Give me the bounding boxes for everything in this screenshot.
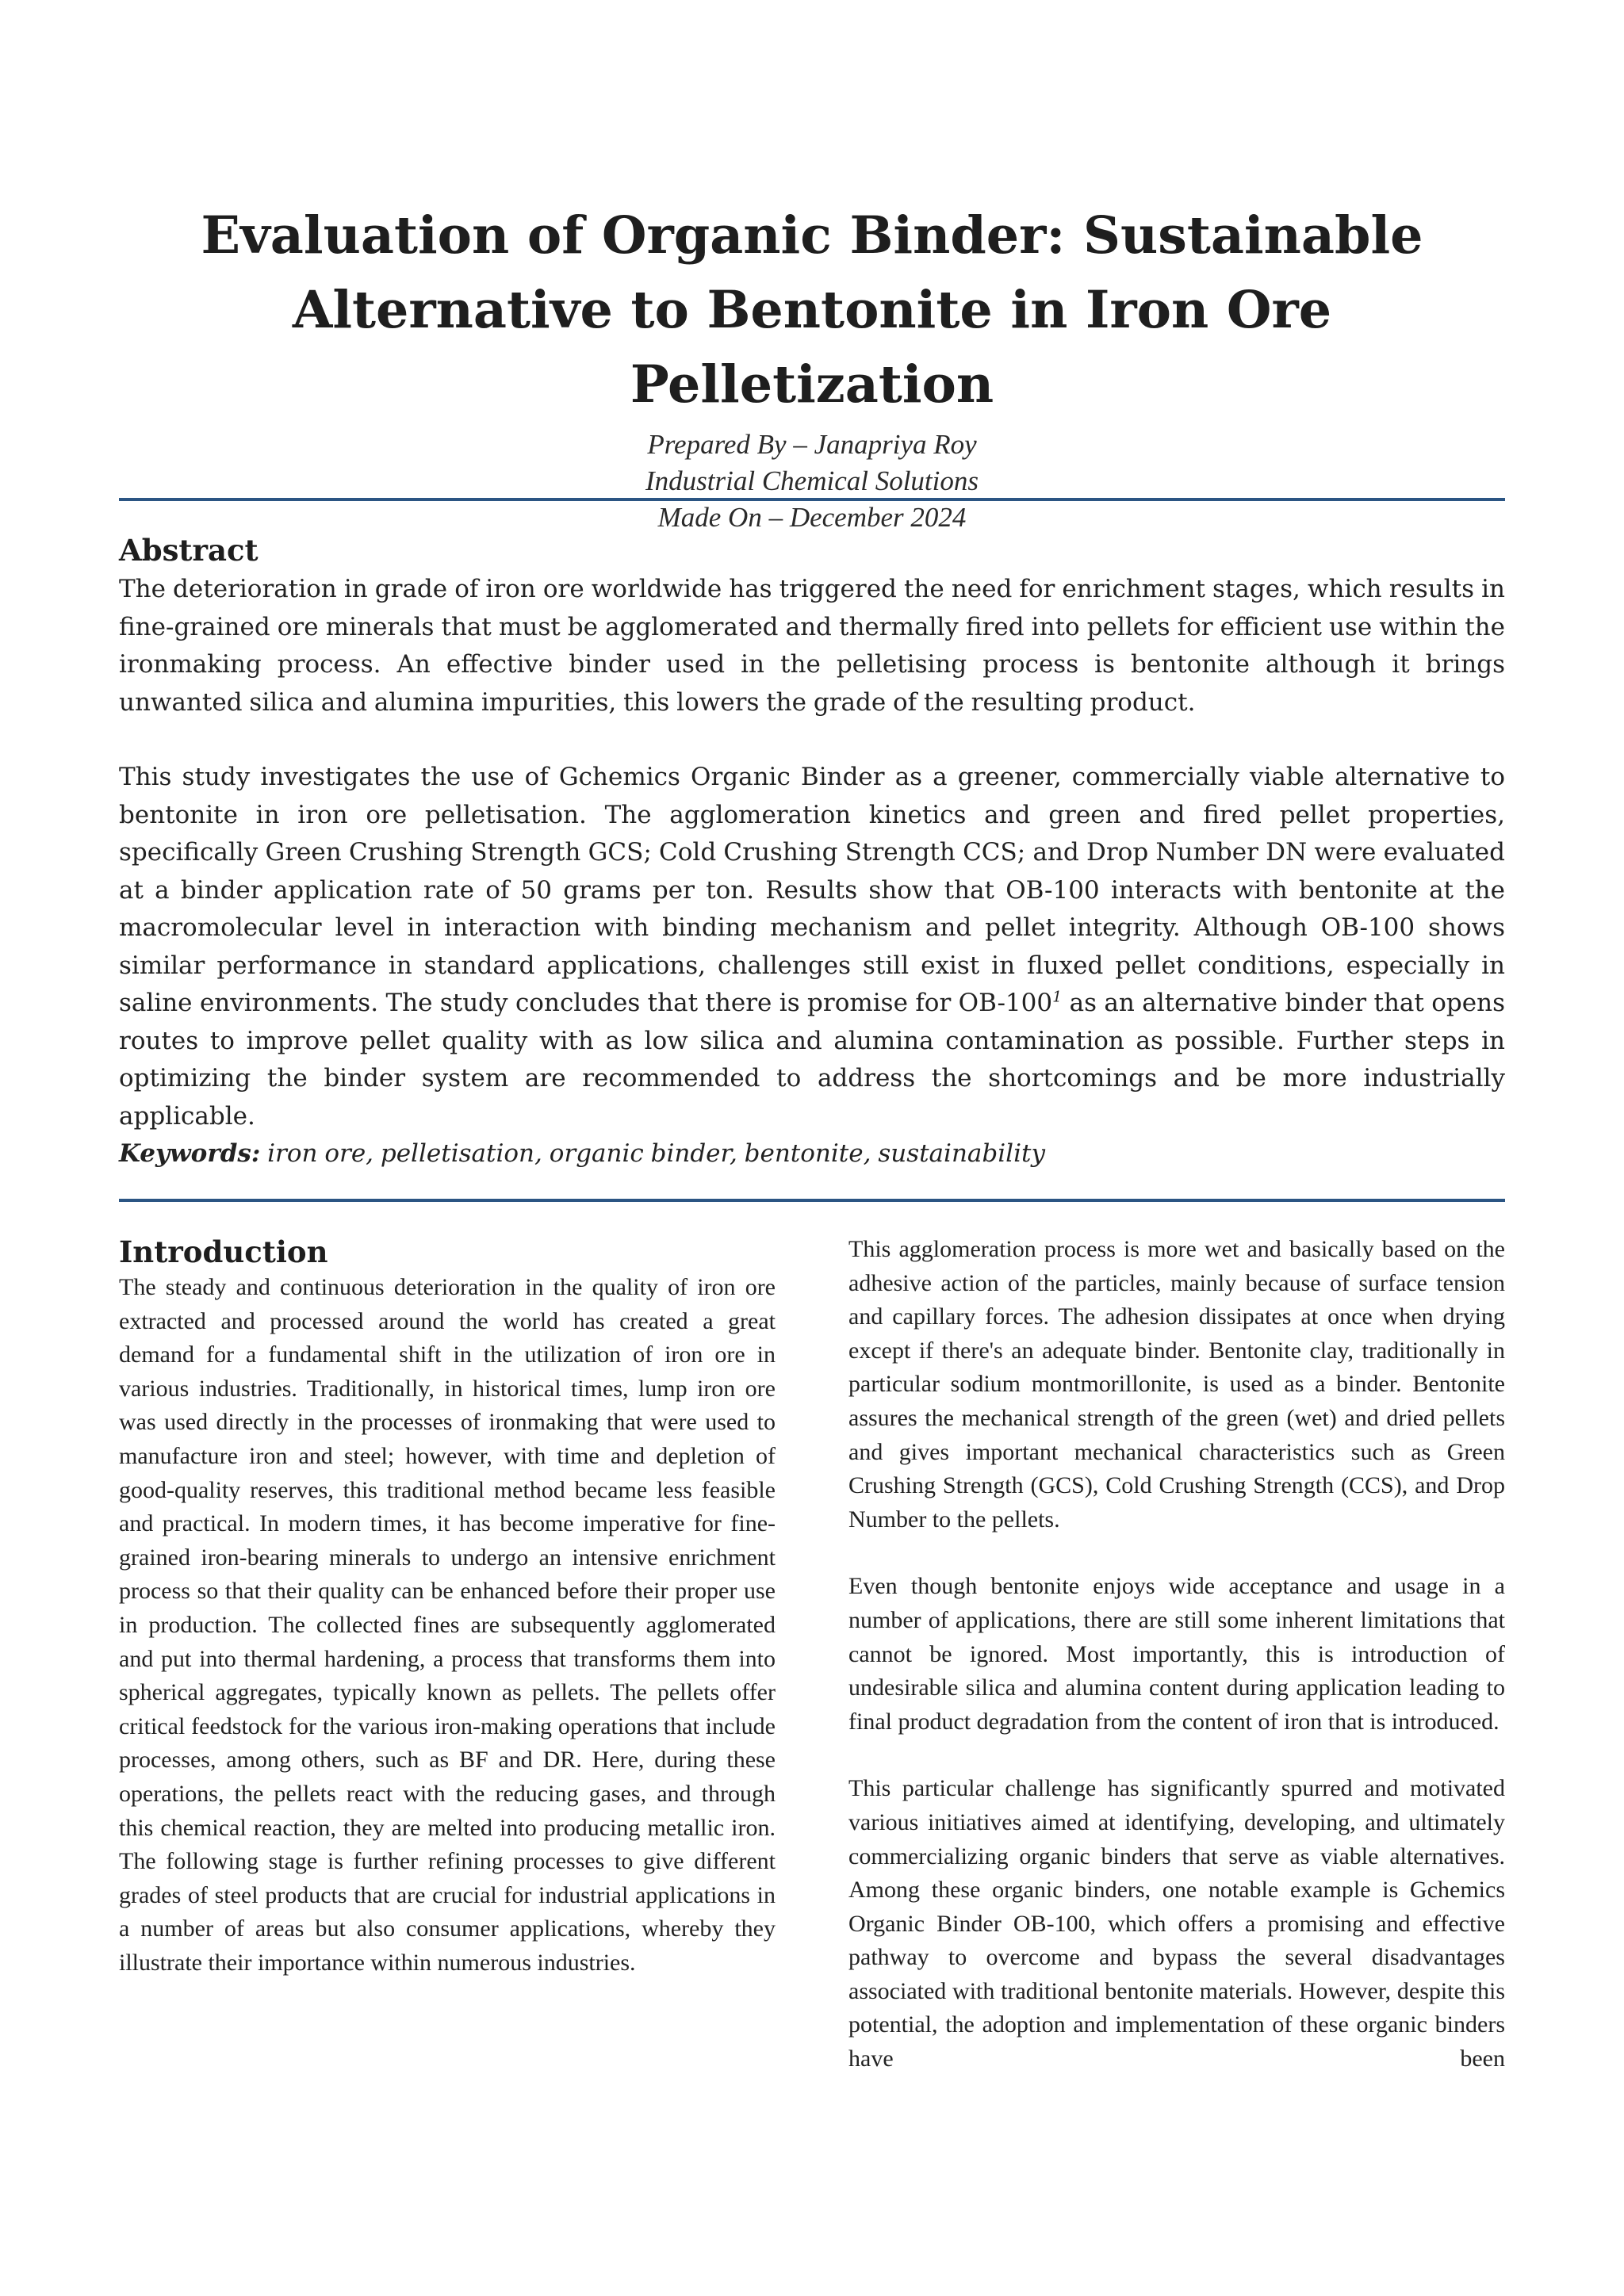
abstract-paragraph-2-part-1: This study investigates the use of Gchemics Organic Binder as a greener, commercially viable alternative to bentonite in iron ore pelletisation. The agglomeration kinetics and green and fired pellet properties, specifically Green Crushing Strength GCS; Cold Crushing Strength CCS; and Drop Number DN were evaluated at a binder application rate of 50 grams per ton. Results show that OB-100 interacts with bentonite at the macromolecular level in interaction with binding mechanism and pellet integrity. Although OB-100 shows similar performance in standard applications, challenges still exist in fluxed pellet conditions, especially in saline environments. The study concludes that there is promise for OB-100 xyxy=(119,763,1505,1017)
abstract-heading: Abstract xyxy=(119,533,259,568)
divider-top xyxy=(119,498,1505,501)
abstract-section xyxy=(119,531,1505,1173)
introduction-paragraph-right-2: Even though bentonite enjoys wide acceptance and usage in a number of applications, there are still some inherent limitations that cannot be ignored. Most importantly, this is introduction of undesirable silica and alumina content during application leading to final product degradation from the content of iron that is introduced. xyxy=(848,1573,1505,1735)
divider-bottom xyxy=(119,1199,1505,1202)
introduction-left-column xyxy=(119,1233,776,1980)
title-block xyxy=(119,198,1505,536)
abstract-paragraph-2-part-2: as an alternative binder that opens routes to improve pellet quality with as low silica and alumina contamination as possible. Further steps in optimizing the binder system are recommended to address the shortcomings and be more industrially applicable. xyxy=(119,989,1506,1131)
footnote-marker[interactable]: 1 xyxy=(1052,988,1063,1006)
keywords-label: Keywords: xyxy=(119,1139,261,1168)
abstract-paragraph-1: The deterioration in grade of iron ore worldwide has triggered the need for enrichment stages, which results in fine-grained ore minerals that must be agglomerated and thermally fired into pellets for efficient use within the ironmaking process. An effective binder used in the pelletising process is bentonite although it brings unwanted silica and alumina impurities, this lowers the grade of the resulting product. xyxy=(119,575,1505,717)
document-title xyxy=(119,198,1505,422)
introduction-heading: Introduction xyxy=(119,1234,328,1269)
introduction-paragraph-left: The steady and continuous deterioration in the quality of iron ore extracted and processed around the world has created a great demand for a fundamental shift in the utilization of iron ore in various industries. Traditionally, in historical times, lump iron ore was used directly in the processes of ironmaking that were used to manufacture iron and steel; however, with time and depletion of good-quality reserves, this traditional method became less feasible and practical. In modern times, it has become imperative for fine-grained iron-bearing minerals to undergo an intensive enrichment process so that their quality can be enhanced before their proper use in production. The collected fines are subsequently agglomerated and put into thermal hardening, a process that transforms them into spherical aggregates, typically known as pellets. The pellets offer critical feedstock for the various iron-making operations that include processes, among others, such as BF and DR. Here, during these operations, the pellets react with the reducing gases, and through this chemical reaction, they are melted into producing metallic iron. The following stage is further refining processes to give different grades of steel products that are crucial for industrial applications in a number of areas but also consumer applications, whereby they illustrate their importance within numerous industries. xyxy=(119,1274,776,1976)
introduction-paragraph-right-3: This particular challenge has significantly spurred and motivated various initiatives aimed at identifying, developing, and ultimately commercializing organic binders that serve as viable alternatives. Among these organic binders, one notable example is Gchemics Organic Binder OB-100, which offers a promising and effective pathway to overcome and bypass the several disadvantages associated with traditional bentonite materials. However, despite this potential, the adoption and implementation of these organic binders have been xyxy=(848,1775,1505,2072)
prepared-by: Prepared By – Janapriya Roy xyxy=(647,429,977,460)
made-on-date: Made On – December 2024 xyxy=(657,502,967,533)
organization: Industrial Chemical Solutions xyxy=(645,465,979,496)
introduction-right-column xyxy=(848,1233,1505,2076)
abstract-paragraph-2 xyxy=(119,759,1505,1135)
title-line-1: Evaluation of Organic Binder: Sustainable xyxy=(201,205,1423,266)
keywords xyxy=(119,1135,1505,1173)
title-line-2: Alternative to Bentonite in Iron Ore Pelletization xyxy=(292,280,1332,415)
introduction-paragraph-right-1: This agglomeration process is more wet and basically based on the adhesive action of the particles, mainly because of surface tension and capillary forces. The adhesion dissipates at once when drying except if there's an adequate binder. Bentonite clay, traditionally in particular sodium montmorillonite, is used as a binder. Bentonite assures the mechanical strength of the green (wet) and dried pellets and gives important mechanical characteristics such as Green Crushing Strength (GCS), Cold Crushing Strength (CCS), and Drop Number to the pellets. xyxy=(848,1236,1505,1533)
keywords-list: iron ore, pelletisation, organic binder, bentonite, sustainability xyxy=(260,1139,1045,1168)
